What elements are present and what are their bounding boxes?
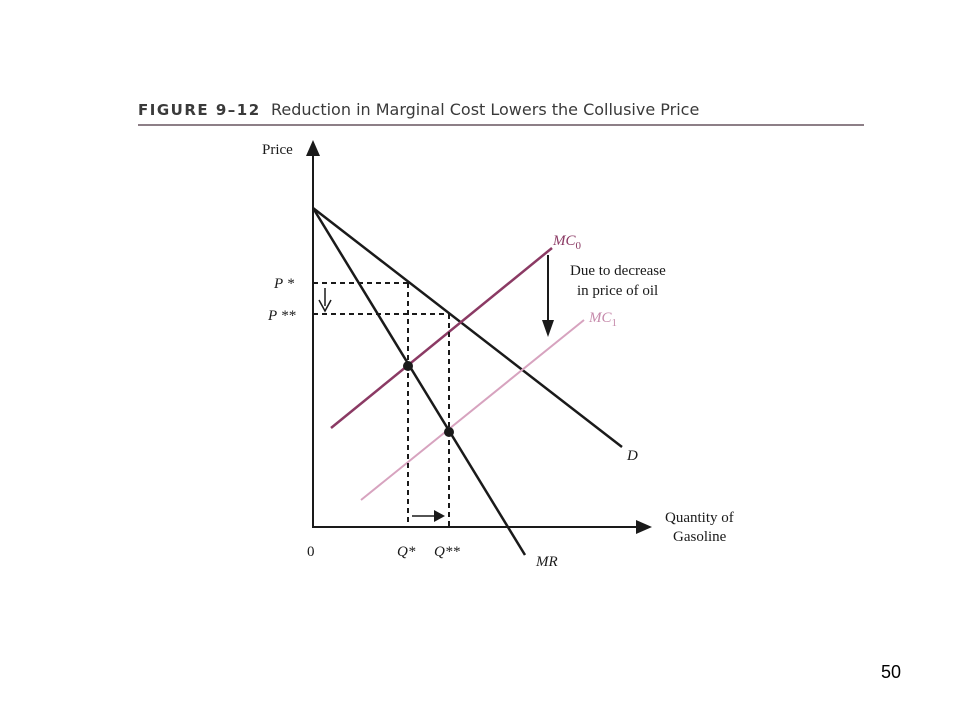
annotation-line2: in price of oil [577,283,659,299]
mc1-curve [361,320,584,500]
y-axis-arrowhead [306,140,320,156]
p-double-star-label: P ** [268,308,296,324]
mc0-label-subscript: 0 [575,240,581,252]
mc1-label-subscript: 1 [611,317,617,329]
x-axis-arrowhead [636,520,652,534]
mc0-label-main: MC [553,233,576,249]
origin-label: 0 [307,544,315,560]
page-number: 50 [881,662,902,682]
y-axis-label: Price [262,142,293,158]
figure-label: FIGURE 9–12 [138,101,261,119]
p-star-label: P * [274,276,295,292]
mc0-label [552,233,582,252]
x-axis-label-line2: Gasoline [673,529,727,545]
marginal-revenue-curve [313,208,525,555]
mr-mc0-intersection-point [403,361,413,371]
mc-shift-arrowhead [542,320,554,337]
demand-label: D [627,448,638,464]
quantity-increase-arrowhead [434,510,445,522]
mr-mc1-intersection-point [444,427,454,437]
figure-title: Reduction in Marginal Cost Lowers the Collusive Price [271,100,700,119]
mc1-label [588,310,617,329]
mc0-curve [331,248,552,428]
annotation-line1: Due to decrease [570,263,666,279]
mc1-label-main: MC [589,310,612,326]
q-double-star-label: Q** [434,544,460,560]
q-star-label: Q* [397,544,416,560]
marginal-revenue-label: MR [536,554,558,570]
x-axis-label-line1: Quantity of [665,510,734,526]
